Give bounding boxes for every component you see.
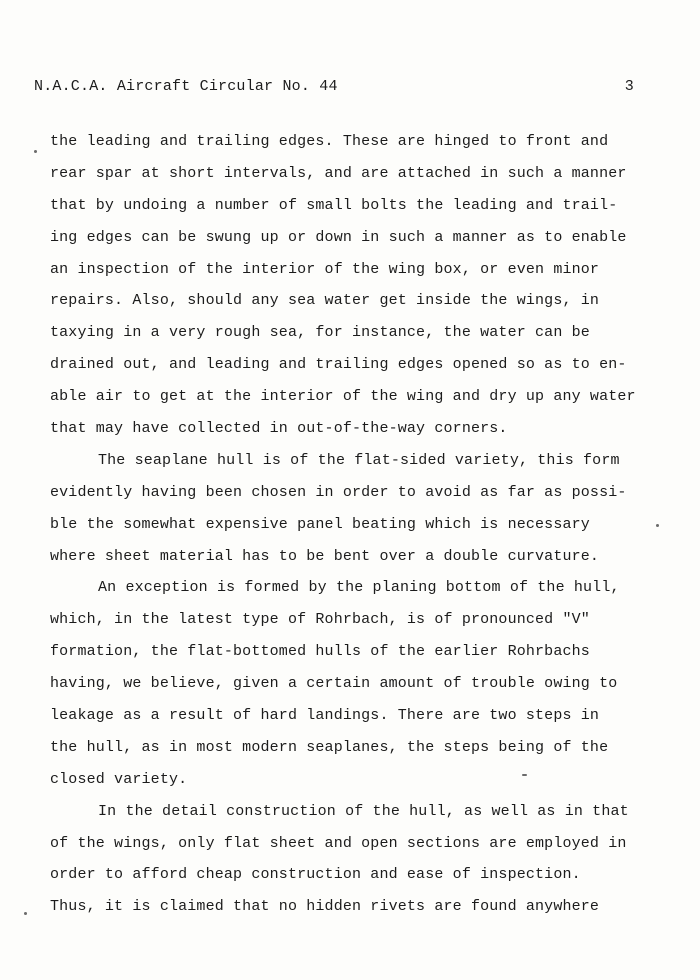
- text-line: which, in the latest type of Rohrbach, is of pronounced "V": [50, 611, 590, 629]
- text-line: taxying in a very rough sea, for instance, the water can be: [50, 324, 590, 342]
- text-line: that may have collected in out-of-the-way corners.: [50, 420, 508, 438]
- text-line: formation, the flat-bottomed hulls of the earlier Rohrbachs: [50, 643, 590, 661]
- text-line: having, we believe, given a certain amount of trouble owing to: [50, 675, 618, 693]
- text-line: leakage as a result of hard landings. There are two steps in: [50, 707, 600, 725]
- paragraph-first-line: The seaplane hull is of the flat-sided variety, this form: [98, 451, 620, 469]
- text-line: where sheet material has to be bent over a double curvature.: [50, 547, 600, 565]
- paragraph-first-line: In the detail construction of the hull, as well as in that: [98, 802, 629, 820]
- text-line: Thus, it is claimed that no hidden rivets are found anywhere: [50, 898, 600, 916]
- text-line: able air to get at the interior of the wing and dry up any water: [50, 388, 636, 406]
- scan-speck: [24, 912, 27, 915]
- text-line: the leading and trailing edges. These are hinged to front and: [50, 133, 609, 150]
- text-line: ble the somewhat expensive panel beating which is necessary: [50, 515, 590, 533]
- text-line: order to afford cheap construction and ease of inspection.: [50, 866, 581, 884]
- text-line: closed variety.: [50, 770, 188, 788]
- scan-speck: [34, 150, 37, 153]
- text-line: rear spar at short intervals, and are attached in such a manner: [50, 164, 627, 182]
- page-number: 3: [624, 78, 634, 95]
- text-line: that by undoing a number of small bolts the leading and trail-: [50, 196, 618, 214]
- page-header: [34, 78, 634, 102]
- circular-title: N.A.C.A. Aircraft Circular No. 44: [34, 78, 338, 95]
- text-line: evidently having been chosen in order to avoid as far as possi-: [50, 483, 627, 501]
- scan-speck: [656, 524, 659, 527]
- text-line: of the wings, only flat sheet and open sections are employed in: [50, 834, 627, 852]
- text-line: drained out, and leading and trailing edges opened so as to en-: [50, 356, 627, 374]
- text-line: the hull, as in most modern seaplanes, the steps being of the: [50, 738, 609, 756]
- text-line: repairs. Also, should any sea water get inside the wings, in: [50, 292, 600, 310]
- text-line: an inspection of the interior of the wing box, or even minor: [50, 260, 600, 278]
- body-text: [50, 126, 665, 923]
- paragraph-first-line: An exception is formed by the planing bottom of the hull,: [98, 579, 620, 597]
- text-line: ing edges can be swung up or down in such a manner as to enable: [50, 228, 627, 246]
- scan-speck: [522, 774, 527, 776]
